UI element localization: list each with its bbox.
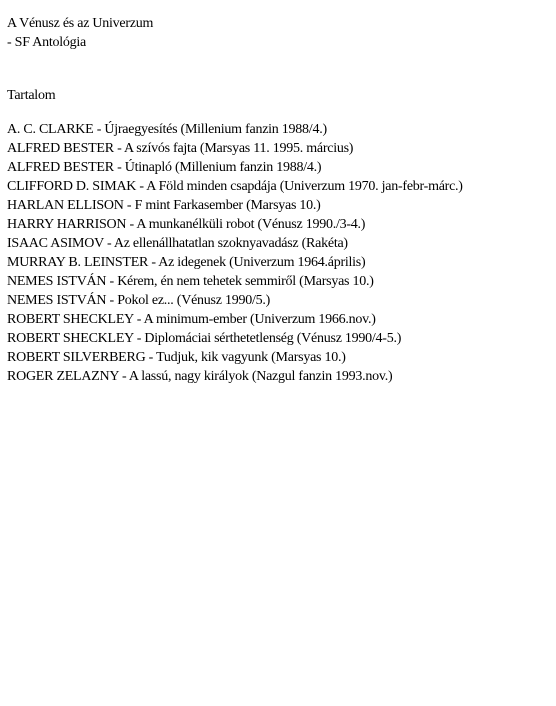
toc-item: ISAAC ASIMOV - Az ellenállhatatlan szoknyavadász (Rakéta): [7, 236, 348, 251]
toc-item: NEMES ISTVÁN - Pokol ez... (Vénusz 1990/5.): [7, 293, 270, 308]
toc-item: HARLAN ELLISON - F mint Farkasember (Marsyas 10.): [7, 198, 321, 213]
toc-item: ALFRED BESTER - Útinapló (Millenium fanzin 1988/4.): [7, 160, 322, 175]
toc-list: [7, 120, 552, 386]
toc-item: ROBERT SILVERBERG - Tudjuk, kik vagyunk (Marsyas 10.): [7, 350, 346, 365]
toc-item: A. C. CLARKE - Újraegyesítés (Millenium fanzin 1988/4.): [7, 122, 327, 137]
toc-item: HARRY HARRISON - A munkanélküli robot (Vénusz 1990./3-4.): [7, 217, 366, 232]
toc-item: CLIFFORD D. SIMAK - A Föld minden csapdája (Univerzum 1970. jan-febr-márc.): [7, 179, 463, 194]
toc-item: ROBERT SHECKLEY - Diplomáciai sérthetetlenség (Vénusz 1990/4-5.): [7, 331, 402, 346]
toc-item: ROGER ZELAZNY - A lassú, nagy királyok (Nazgul fanzin 1993.nov.): [7, 369, 393, 384]
toc-item: NEMES ISTVÁN - Kérem, én nem tehetek semmiről (Marsyas 10.): [7, 274, 374, 289]
document-body: [7, 14, 552, 386]
toc-item: ROBERT SHECKLEY - A minimum-ember (Univerzum 1966.nov.): [7, 312, 376, 327]
toc-item: MURRAY B. LEINSTER - Az idegenek (Univerzum 1964.április): [7, 255, 366, 270]
document-subtitle: - SF Antológia: [7, 35, 86, 50]
blank-space: [7, 52, 552, 86]
document-title: A Vénusz és az Univerzum: [7, 16, 154, 31]
blank-space: [7, 105, 552, 120]
toc-heading: Tartalom: [7, 88, 56, 103]
toc-item: ALFRED BESTER - A szívós fajta (Marsyas 11. 1995. március): [7, 141, 354, 156]
